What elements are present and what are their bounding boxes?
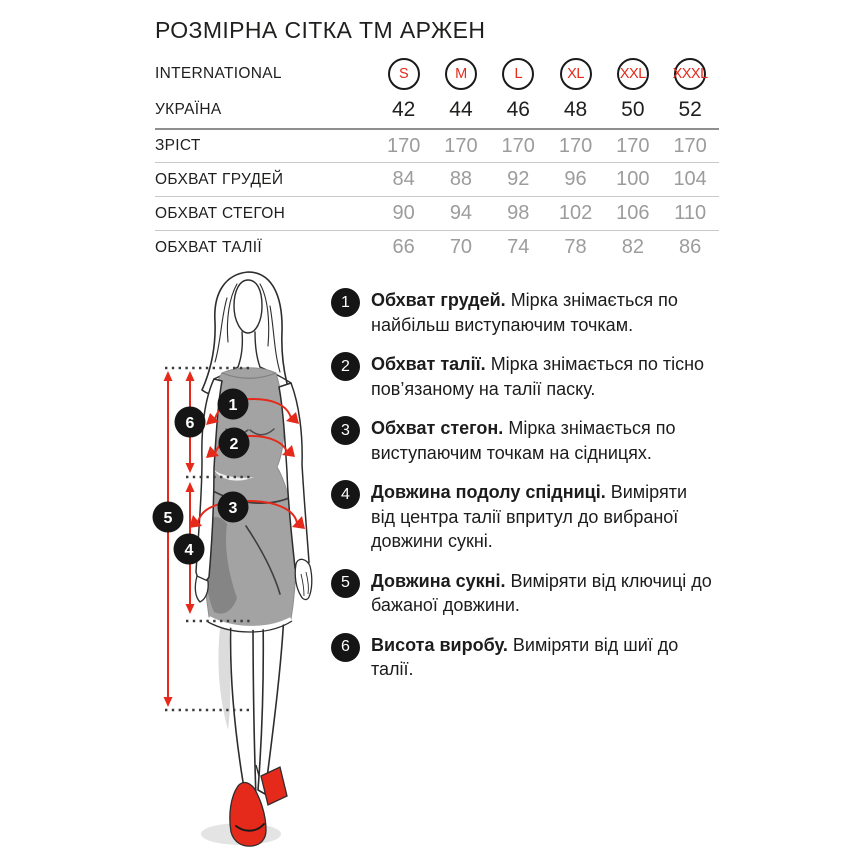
size-badge-s: S <box>388 58 420 90</box>
legend-num-badge: 3 <box>331 416 360 445</box>
row-label: ЗРІСТ <box>155 137 201 154</box>
row-label: ОБХВАТ ГРУДЕЙ <box>155 170 284 188</box>
svg-text:4: 4 <box>184 542 194 559</box>
size-badge-xl: XL <box>560 58 592 90</box>
figure-marker-1 <box>218 389 249 420</box>
size-badge-l: L <box>502 58 534 90</box>
legend-desc: Виміряти від ключиці до бажаної довжини. <box>371 570 712 615</box>
legend-term: Обхват стегон. <box>371 418 504 438</box>
legend-term: Довжина подолу спідниці. <box>371 482 606 502</box>
legend-term: Висота виробу. <box>371 634 508 655</box>
legend-term: Обхват талії. <box>371 354 486 374</box>
measurement-legend <box>331 288 731 697</box>
legend-num-badge: 6 <box>331 633 360 662</box>
legend-item-4 <box>331 480 731 554</box>
legend-term: Обхват грудей. <box>371 290 506 310</box>
table-row-height: ЗРІСТ 170 170 170 170 170 170 <box>155 128 719 162</box>
legend-desc: Мірка знімається по тісно пов’язаному на талії паску. <box>371 354 705 399</box>
shoe-strap <box>256 765 259 776</box>
legend-num-badge: 2 <box>331 352 360 381</box>
face <box>234 280 262 333</box>
table-row-ukraine: УКРАЇНА 42 44 46 48 50 52 <box>155 98 702 121</box>
legend-item-6 <box>331 633 731 682</box>
legend-item-1 <box>331 288 731 337</box>
row-label: INTERNATIONAL <box>155 64 282 82</box>
leg-left <box>231 616 256 800</box>
table-row-waist: ОБХВАТ ТАЛІЇ 66 70 74 78 82 86 <box>155 230 719 264</box>
svg-text:2: 2 <box>229 436 239 453</box>
figure-illustration <box>150 262 350 850</box>
svg-text:6: 6 <box>185 415 195 432</box>
legend-num-badge: 4 <box>331 480 360 509</box>
legend-desc: Мірка знімається по найбільш виступаючим точкам. <box>371 290 678 335</box>
table-row-international <box>155 55 719 92</box>
figure-marker-5 <box>153 502 184 533</box>
legend-item-3 <box>331 416 731 465</box>
legend-desc: Виміряти від центра талії впритул до вибраної довжини сукні. <box>371 482 688 551</box>
legend-desc: Мірка знімається по виступаючим точкам на сідницях. <box>371 418 676 463</box>
legend-item-2 <box>331 352 731 401</box>
svg-text:5: 5 <box>163 510 173 527</box>
legend-term: Довжина сукні. <box>371 570 506 591</box>
table-row-hips: ОБХВАТ СТЕГОН 90 94 98 102 106 110 <box>155 196 719 230</box>
size-badge-xxxl: XXXL <box>674 58 706 90</box>
figure-marker-3 <box>218 492 249 523</box>
figure-marker-4 <box>174 534 205 565</box>
size-badge-xxl: XXL <box>617 58 649 90</box>
svg-text:3: 3 <box>228 500 238 517</box>
legend-num-badge: 1 <box>331 288 360 317</box>
size-table <box>155 55 719 264</box>
svg-text:1: 1 <box>228 397 238 414</box>
page-title: РОЗМІРНА СІТКА ТМ АРЖЕН <box>155 17 486 43</box>
row-label: ОБХВАТ ТАЛІЇ <box>155 238 262 256</box>
size-badge-m: M <box>445 58 477 90</box>
legend-num-badge: 5 <box>331 569 360 598</box>
row-label: ОБХВАТ СТЕГОН <box>155 204 286 222</box>
row-label: УКРАЇНА <box>155 101 222 118</box>
figure-marker-2 <box>219 428 250 459</box>
legend-item-5 <box>331 569 731 618</box>
legend-desc: Виміряти від шиї до талії. <box>371 634 679 679</box>
table-row-chest: ОБХВАТ ГРУДЕЙ 84 88 92 96 100 104 <box>155 162 719 196</box>
leg-shadow <box>218 628 230 730</box>
figure-marker-6 <box>175 407 206 438</box>
